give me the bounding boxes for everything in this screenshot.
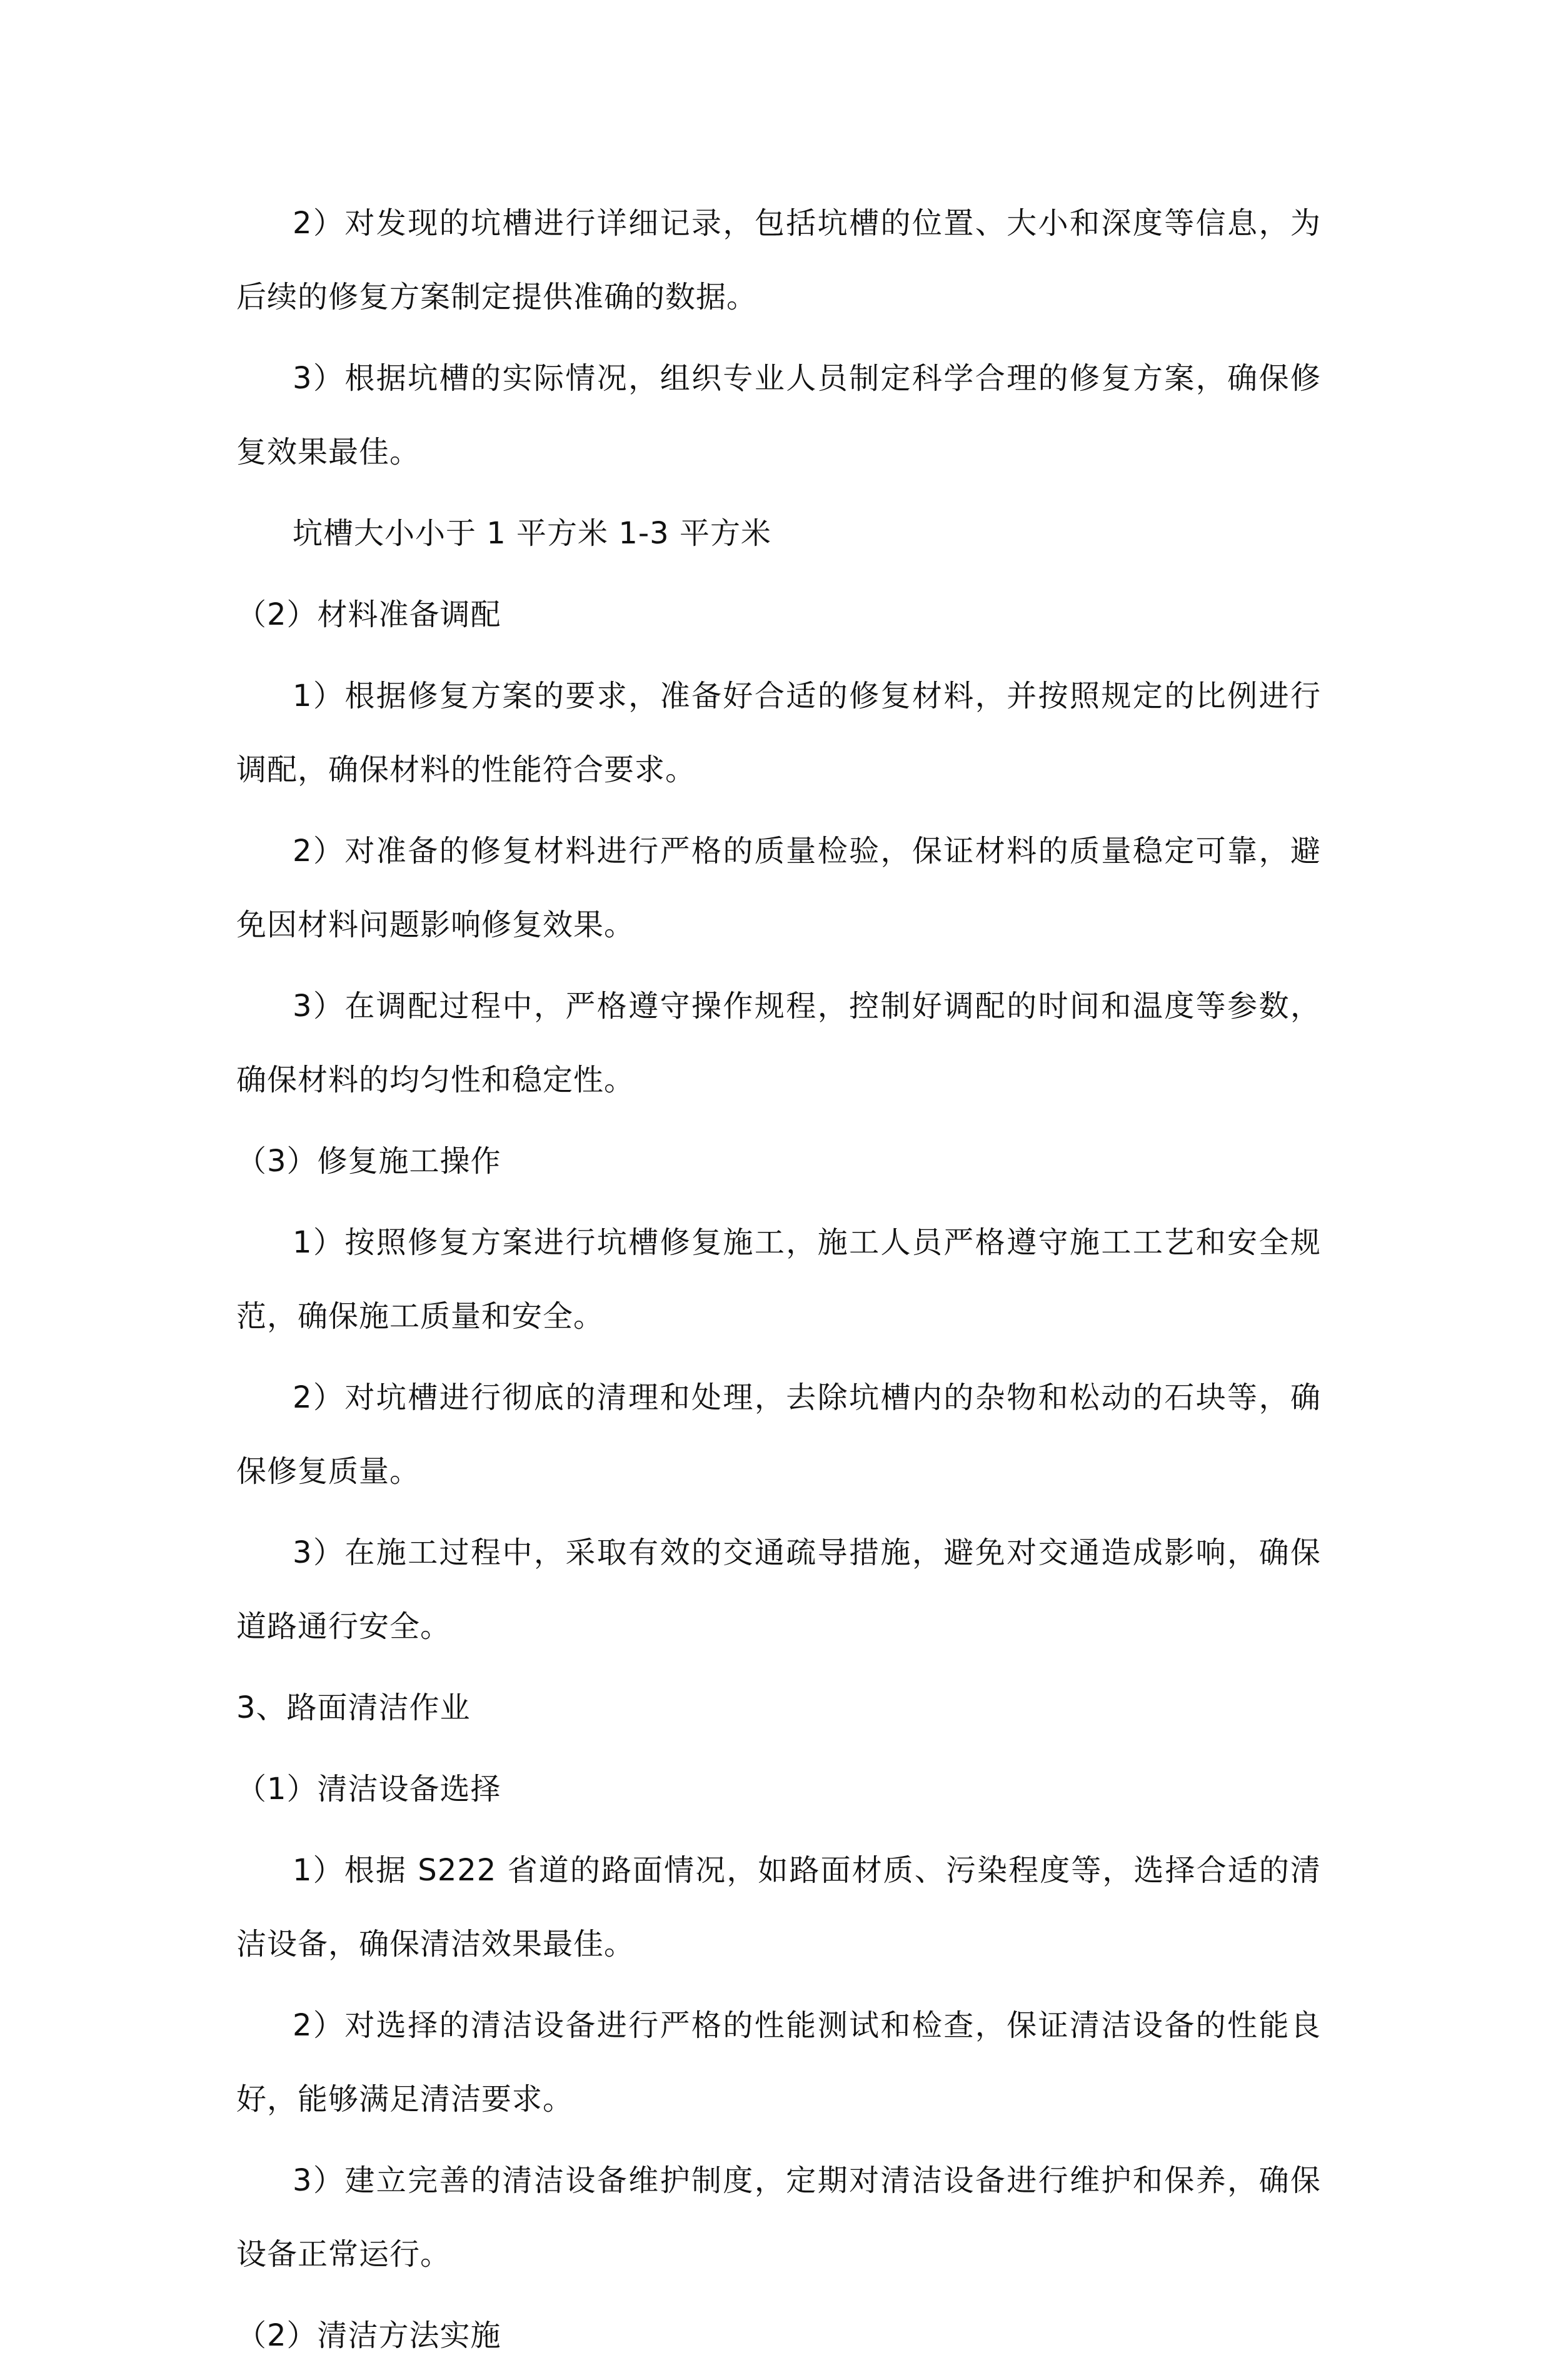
paragraph: 2）对坑槽进行彻底的清理和处理，去除坑槽内的杂物和松动的石块等，确保修复质量。: [236, 1380, 1321, 1489]
section-heading: 3、路面清洁作业: [236, 1690, 471, 1725]
section-heading: （2）清洁方法实施: [236, 2318, 501, 2353]
paragraph: 坑槽大小小于 1 平方米 1-3 平方米: [293, 516, 771, 551]
section-heading: （3）修复施工操作: [236, 1144, 501, 1179]
section-heading: （2）材料准备调配: [236, 597, 501, 632]
paragraph: 1）根据 S222 省道的路面情况，如路面材质、污染程度等，选择合适的清洁设备，确保清洁效果最佳。: [236, 1853, 1321, 1962]
paragraph: 3）建立完善的清洁设备维护制度，定期对清洁设备进行维护和保养，确保设备正常运行。: [236, 2163, 1321, 2272]
paragraph: 1）按照修复方案进行坑槽修复施工，施工人员严格遵守施工工艺和安全规范，确保施工质量和安全。: [236, 1225, 1321, 1334]
section-heading: （1）清洁设备选择: [236, 1772, 501, 1807]
paragraph: 3）在施工过程中，采取有效的交通疏导措施，避免对交通造成影响，确保道路通行安全。: [236, 1535, 1321, 1644]
paragraph: 2）对准备的修复材料进行严格的质量检验，保证材料的质量稳定可靠，避免因材料问题影响修复效果。: [236, 834, 1321, 942]
paragraph: 3）根据坑槽的实际情况，组织专业人员制定科学合理的修复方案，确保修复效果最佳。: [236, 361, 1321, 470]
paragraph: 3）在调配过程中，严格遵守操作规程，控制好调配的时间和温度等参数，确保材料的均匀性和稳定性。: [236, 989, 1321, 1097]
paragraph: 2）对选择的清洁设备进行严格的性能测试和检查，保证清洁设备的性能良好，能够满足清洁要求。: [236, 2008, 1321, 2117]
document-body: [236, 186, 1321, 2380]
paragraph: 1）根据修复方案的要求，准备好合适的修复材料，并按照规定的比例进行调配，确保材料的性能符合要求。: [236, 678, 1321, 787]
paragraph: 2）对发现的坑槽进行详细记录，包括坑槽的位置、大小和深度等信息，为后续的修复方案制定提供准确的数据。: [236, 206, 1321, 315]
